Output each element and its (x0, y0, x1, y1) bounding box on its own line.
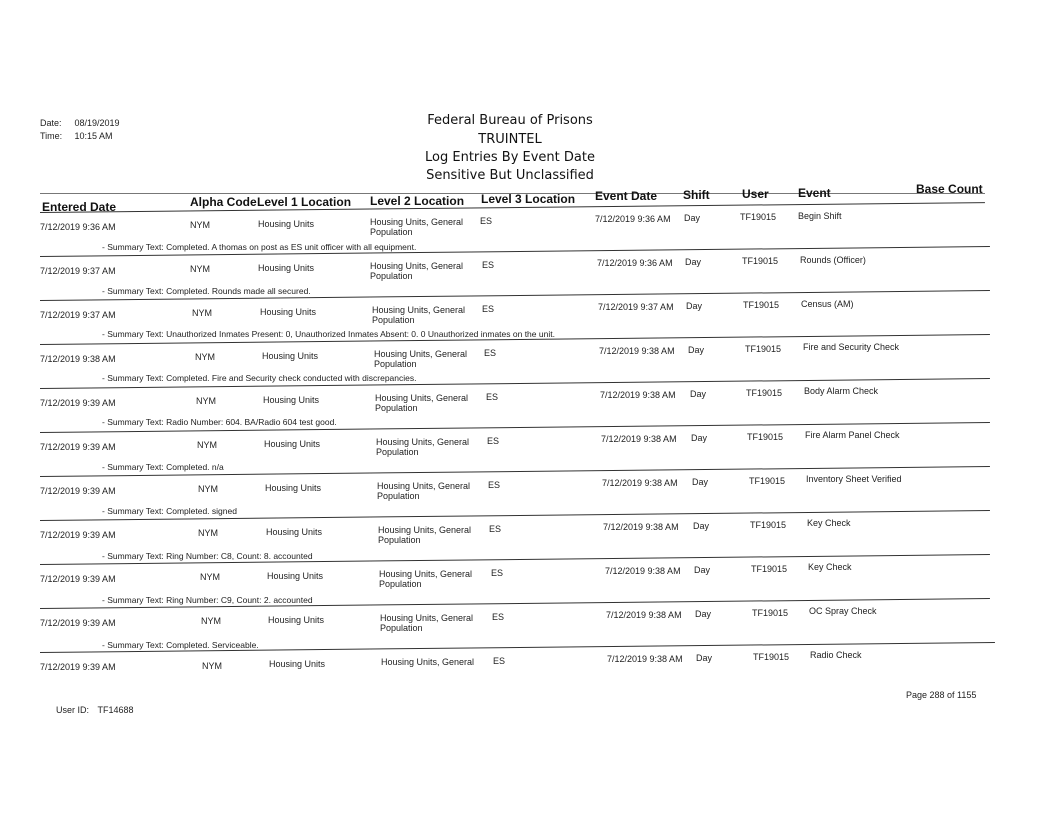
level1-location: Housing Units (266, 527, 323, 537)
level2-location: Housing Units, General Population (374, 349, 468, 369)
entered-date: 7/12/2019 9:37 AM (40, 310, 116, 320)
level2-location: Housing Units, General (381, 657, 475, 667)
col-event-date: Event Date (595, 189, 658, 203)
shift: Day (696, 653, 713, 663)
shift: Day (686, 301, 703, 311)
time-label: Time: (40, 131, 63, 141)
level3-location: ES (487, 436, 500, 446)
shift: Day (691, 433, 708, 443)
table-row (40, 299, 990, 347)
user: TF19015 (753, 652, 790, 662)
alpha-code: NYM (202, 661, 222, 671)
event: Fire and Security Check (803, 342, 900, 352)
alpha-code: NYM (190, 264, 210, 274)
report-title: Log Entries By Event Date (425, 150, 595, 165)
report-date (40, 118, 120, 128)
level3-location: ES (493, 656, 506, 666)
summary-text: - Summary Text: Completed. Serviceable. (102, 640, 259, 650)
level2-location: Housing Units, General Population (375, 393, 469, 413)
entered-date: 7/12/2019 9:39 AM (40, 662, 116, 672)
shift: Day (688, 345, 705, 355)
event: Key Check (807, 518, 851, 528)
summary-text: - Summary Text: Radio Number: 604. BA/Radio 604 test good. (102, 417, 337, 427)
table-row (40, 342, 990, 391)
level2-location: Housing Units, General Population (378, 525, 472, 545)
col-entered-date: Entered Date (42, 200, 117, 214)
event-date: 7/12/2019 9:36 AM (597, 258, 673, 268)
shift: Day (690, 389, 707, 399)
level1-location: Housing Units (258, 263, 315, 273)
col-event: Event (798, 186, 831, 200)
alpha-code: NYM (190, 220, 210, 230)
table-row (40, 606, 990, 655)
user: TF19015 (751, 564, 788, 574)
event: Key Check (808, 562, 852, 572)
user: TF19015 (742, 256, 779, 266)
level1-location: Housing Units (264, 439, 321, 449)
shift: Day (692, 477, 709, 487)
level1-location: Housing Units (268, 615, 325, 625)
table-row (40, 386, 990, 435)
event-date: 7/12/2019 9:38 AM (599, 346, 675, 356)
col-level2: Level 2 Location (370, 194, 465, 208)
level1-location: Housing Units (258, 219, 315, 229)
user: TF19015 (740, 212, 777, 222)
event-date: 7/12/2019 9:38 AM (601, 434, 677, 444)
user: TF19015 (747, 432, 784, 442)
level3-location: ES (482, 304, 495, 314)
user: TF19015 (749, 476, 786, 486)
level3-location: ES (491, 568, 504, 578)
event: Inventory Sheet Verified (806, 474, 902, 484)
level1-location: Housing Units (263, 395, 320, 405)
entered-date: 7/12/2019 9:39 AM (40, 486, 116, 496)
col-user: User (742, 187, 769, 201)
shift: Day (684, 213, 701, 223)
user-id-value: TF14688 (97, 705, 134, 715)
entered-date: 7/12/2019 9:39 AM (40, 530, 116, 540)
entered-date: 7/12/2019 9:39 AM (40, 618, 116, 628)
event: Begin Shift (798, 211, 842, 221)
user-id-label: User ID: (56, 705, 90, 715)
event-date: 7/12/2019 9:38 AM (600, 390, 676, 400)
event-date: 7/12/2019 9:38 AM (603, 522, 679, 532)
level3-location: ES (488, 480, 501, 490)
level1-location: Housing Units (260, 307, 317, 317)
level1-location: Housing Units (265, 483, 322, 493)
table-row (40, 255, 990, 303)
event-date: 7/12/2019 9:37 AM (598, 302, 674, 312)
table-row (40, 562, 990, 611)
event-date: 7/12/2019 9:36 AM (595, 214, 671, 224)
entered-date: 7/12/2019 9:39 AM (40, 442, 116, 452)
alpha-code: NYM (192, 308, 212, 318)
col-alpha-code: Alpha Code (190, 195, 257, 209)
summary-text: - Summary Text: Completed. Rounds made all secured. (102, 286, 311, 296)
classification-label: Sensitive But Unclassified (426, 168, 594, 183)
level2-location: Housing Units, General Population (379, 569, 473, 589)
report-time (40, 131, 113, 141)
table-row (40, 474, 990, 523)
event: Radio Check (810, 650, 862, 660)
col-base-count: Base Count (916, 182, 983, 196)
level2-location: Housing Units, General Population (372, 305, 466, 325)
alpha-code: NYM (196, 396, 216, 406)
user-id (56, 705, 134, 715)
entered-date: 7/12/2019 9:39 AM (40, 574, 116, 584)
event: Body Alarm Check (804, 386, 879, 396)
page-number: Page 288 of 1155 (906, 690, 977, 700)
table-row (40, 211, 990, 259)
column-header-row (40, 178, 983, 214)
shift: Day (695, 609, 712, 619)
shift: Day (693, 521, 710, 531)
level1-location: Housing Units (267, 571, 324, 581)
table-row (40, 518, 990, 567)
entered-date: 7/12/2019 9:37 AM (40, 266, 116, 276)
event-date: 7/12/2019 9:38 AM (607, 654, 683, 664)
col-level3: Level 3 Location (481, 192, 576, 206)
time-value: 10:15 AM (74, 131, 113, 141)
event-date: 7/12/2019 9:38 AM (606, 610, 682, 620)
alpha-code: NYM (198, 484, 218, 494)
user: TF19015 (743, 300, 780, 310)
org-title: Federal Bureau of Prisons (427, 113, 593, 128)
event-date: 7/12/2019 9:38 AM (605, 566, 681, 576)
user: TF19015 (752, 608, 789, 618)
level3-location: ES (489, 524, 502, 534)
event: Rounds (Officer) (800, 255, 866, 265)
col-shift: Shift (683, 188, 710, 202)
summary-text: - Summary Text: Completed. signed (102, 506, 237, 516)
summary-text: - Summary Text: Completed. n/a (102, 462, 224, 472)
alpha-code: NYM (197, 440, 217, 450)
alpha-code: NYM (198, 528, 218, 538)
summary-text: - Summary Text: Ring Number: C9, Count: 2. accounted (102, 595, 313, 605)
entered-date: 7/12/2019 9:36 AM (40, 222, 116, 232)
level2-location: Housing Units, General Population (370, 261, 464, 281)
entered-date: 7/12/2019 9:38 AM (40, 354, 116, 364)
level2-location: Housing Units, General Population (377, 481, 471, 501)
level3-location: ES (482, 260, 495, 270)
alpha-code: NYM (195, 352, 215, 362)
event: Census (AM) (801, 299, 854, 309)
level1-location: Housing Units (262, 351, 319, 361)
event: OC Spray Check (809, 606, 877, 616)
date-value: 08/19/2019 (74, 118, 120, 128)
level3-location: ES (480, 216, 493, 226)
shift: Day (685, 257, 702, 267)
level1-location: Housing Units (269, 659, 326, 669)
level3-location: ES (484, 348, 497, 358)
summary-text: - Summary Text: Completed. Fire and Security check conducted with discrepancies. (102, 373, 417, 383)
alpha-code: NYM (200, 572, 220, 582)
shift: Day (694, 565, 711, 575)
date-label: Date: (40, 118, 62, 128)
event: Fire Alarm Panel Check (805, 430, 900, 440)
summary-text: - Summary Text: Ring Number: C8, Count: 8. accounted (102, 551, 313, 561)
summary-text: - Summary Text: Completed. A thomas on post as ES unit officer with all equipment. (102, 242, 417, 252)
level2-location: Housing Units, General Population (380, 613, 474, 633)
user: TF19015 (746, 388, 783, 398)
event-date: 7/12/2019 9:38 AM (602, 478, 678, 488)
col-level1: Level 1 Location (257, 195, 352, 209)
table-row (40, 650, 990, 699)
user: TF19015 (745, 344, 782, 354)
level3-location: ES (492, 612, 505, 622)
user: TF19015 (750, 520, 787, 530)
entered-date: 7/12/2019 9:39 AM (40, 398, 116, 408)
summary-text: - Summary Text: Unauthorized Inmates Present: 0, Unauthorized Inmates Absent: 0. 0 Unauthorized inmates on the unit. (102, 329, 555, 339)
level2-location: Housing Units, General Population (370, 217, 464, 237)
level3-location: ES (486, 392, 499, 402)
alpha-code: NYM (201, 616, 221, 626)
system-title: TRUINTEL (478, 132, 542, 147)
level2-location: Housing Units, General Population (376, 437, 470, 457)
table-row (40, 430, 990, 479)
